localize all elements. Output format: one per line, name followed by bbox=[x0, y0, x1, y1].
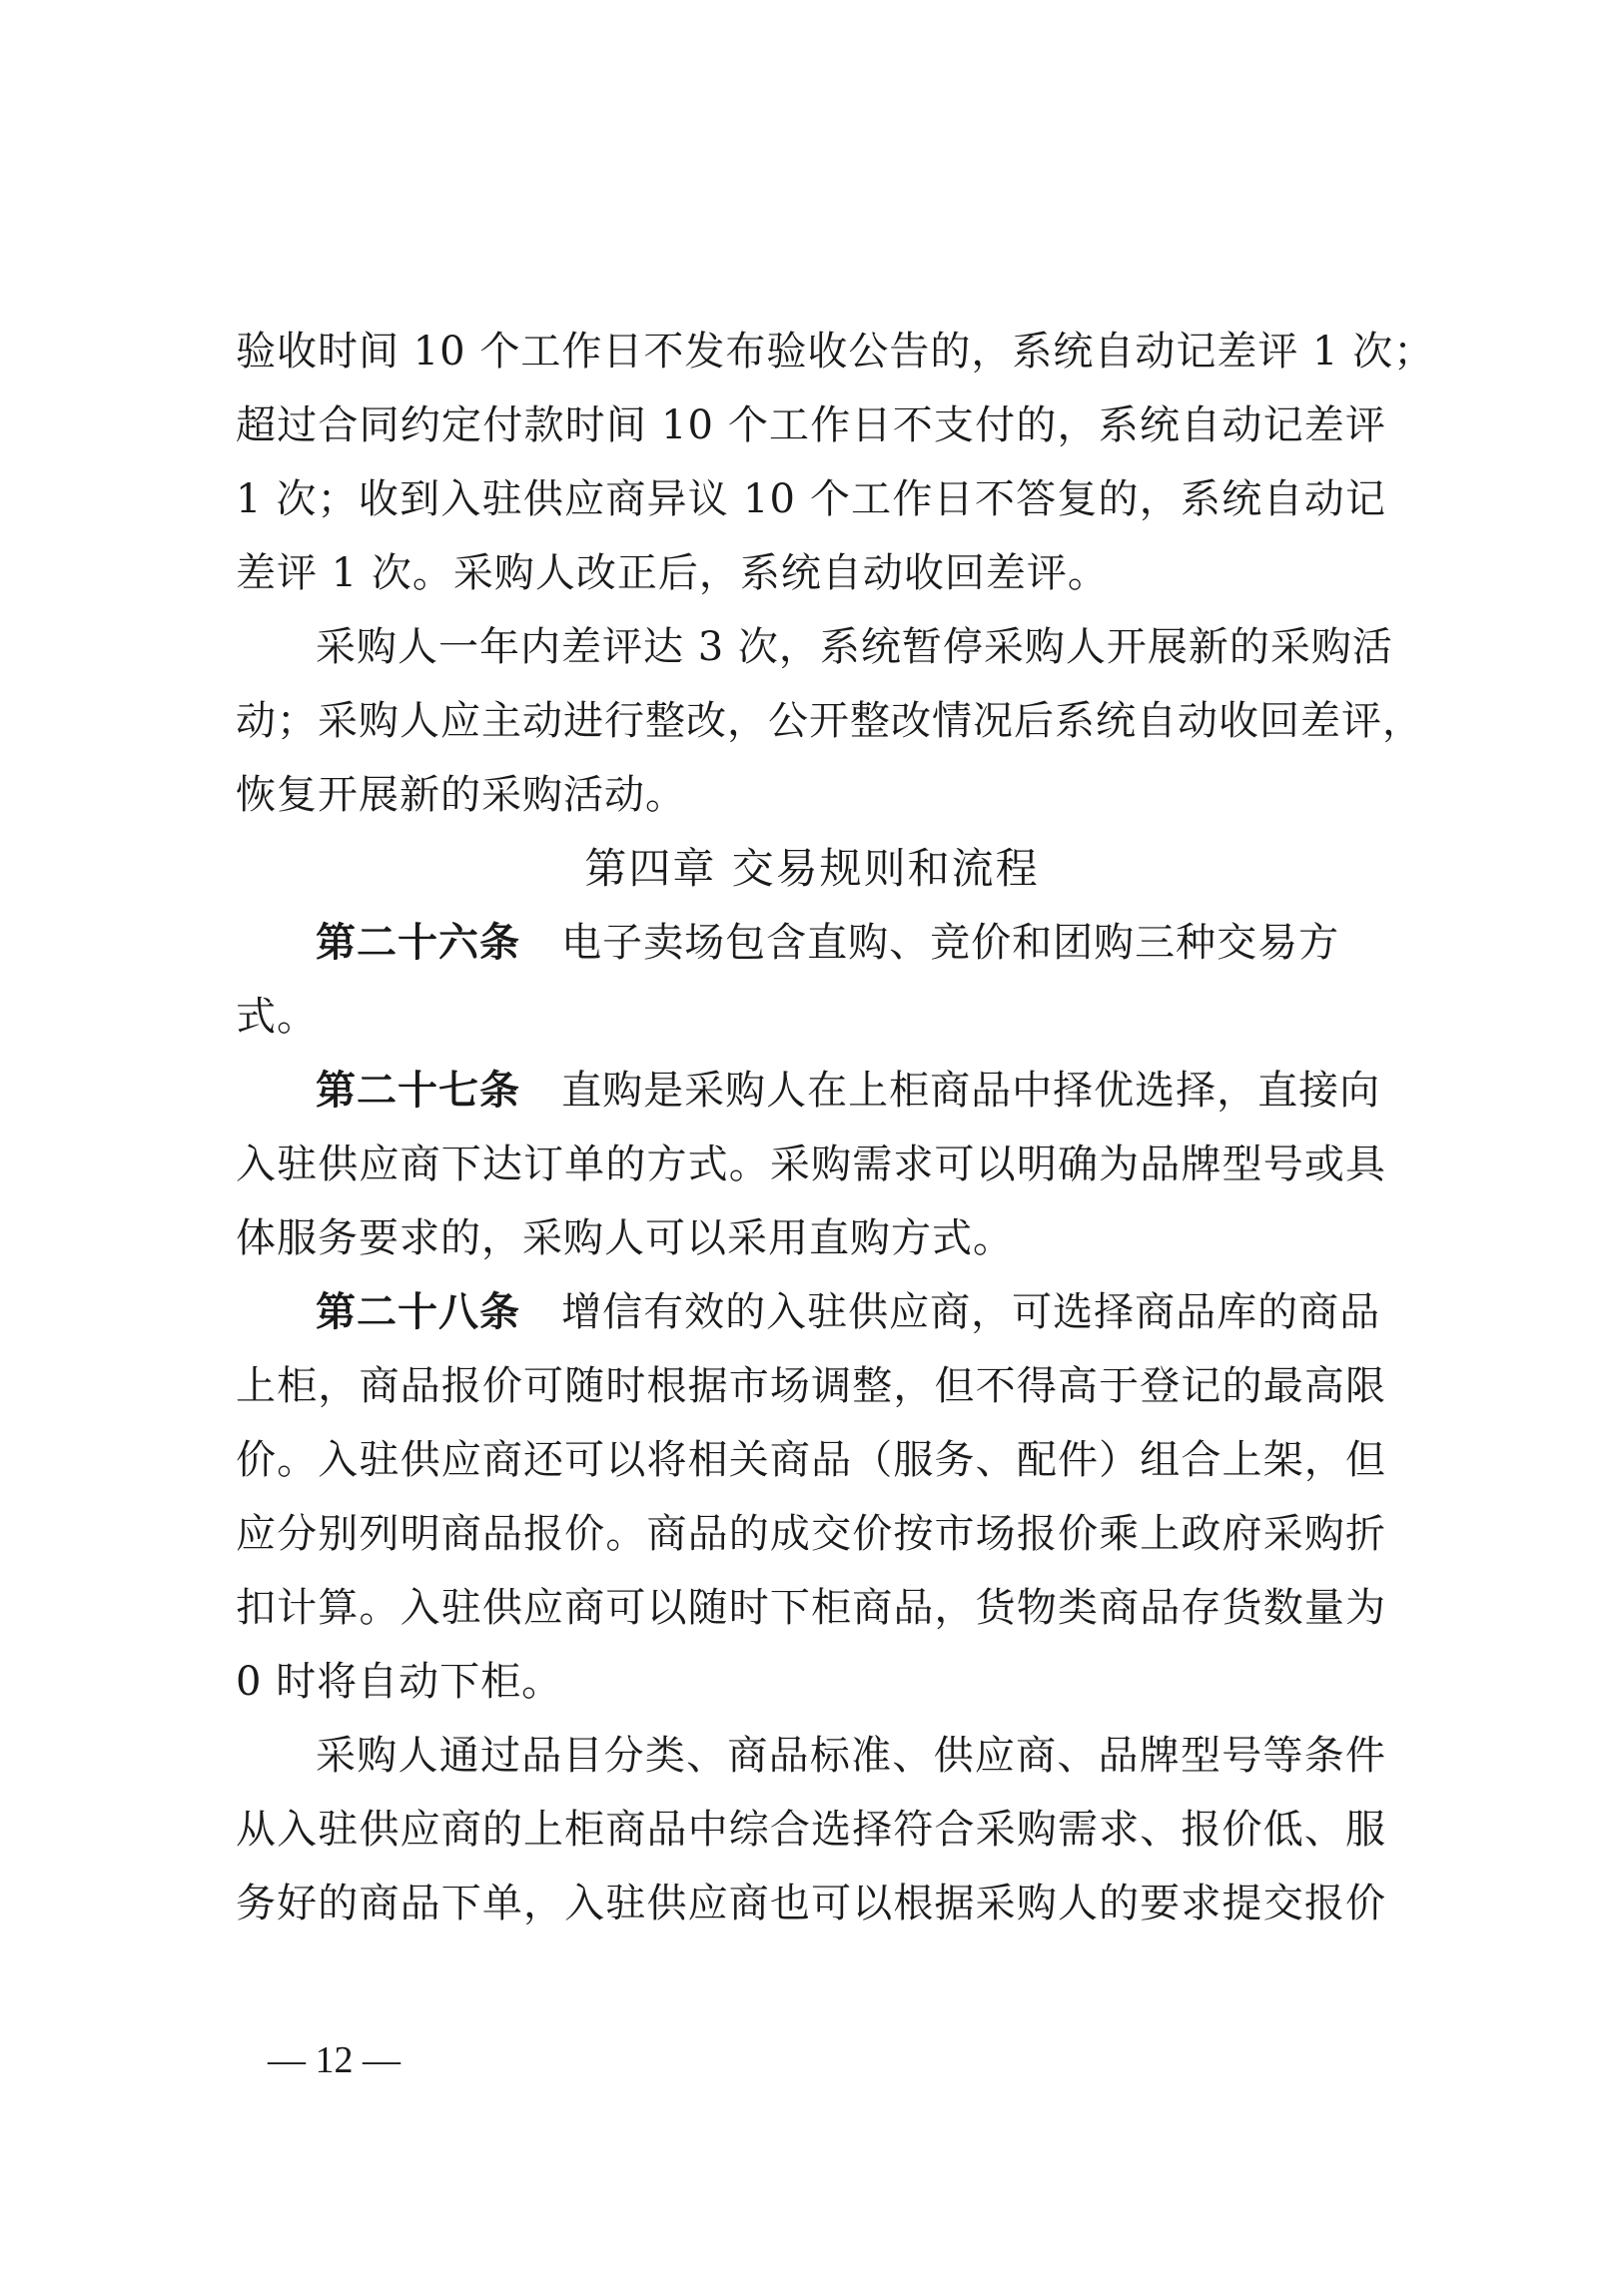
article-27-line-1 bbox=[316, 1067, 1380, 1115]
text-line-6: 动；采购人应主动进行整改，公开整改情况后系统自动收回差评， bbox=[236, 698, 1423, 744]
article-28-line-6: 0 时将自动下柜。 bbox=[236, 1659, 563, 1705]
article-28-line-3: 价。入驻供应商还可以将相关商品（服务、配件）组合上架，但 bbox=[236, 1437, 1386, 1483]
final-para-line-1: 采购人通过品目分类、商品标准、供应商、品牌型号等条件 bbox=[316, 1733, 1386, 1779]
article-27-line-2: 入驻供应商下达订单的方式。采购需求可以明确为品牌型号或具 bbox=[236, 1142, 1386, 1187]
article-28-label: 第二十八条 bbox=[316, 1288, 520, 1335]
article-27-text: 直购是采购人在上柜商品中择优选择，直接向 bbox=[561, 1068, 1381, 1114]
article-27-label: 第二十七条 bbox=[316, 1067, 520, 1114]
article-28-line-4: 应分别列明商品报价。商品的成交价按市场报价乘上政府采购折 bbox=[236, 1511, 1386, 1557]
final-para-line-3: 务好的商品下单，入驻供应商也可以根据采购人的要求提交报价 bbox=[236, 1881, 1386, 1926]
text-line-4: 差评 1 次。采购人改正后，系统自动收回差评。 bbox=[236, 550, 1109, 596]
article-26-label: 第二十六条 bbox=[316, 919, 520, 966]
text-line-2: 超过合同约定付款时间 10 个工作日不支付的，系统自动记差评 bbox=[236, 402, 1386, 448]
page-number: — 12 — bbox=[268, 2039, 401, 2081]
text-line-7: 恢复开展新的采购活动。 bbox=[236, 772, 686, 818]
article-28-line-2: 上柜，商品报价可随时根据市场调整，但不得高于登记的最高限 bbox=[236, 1363, 1386, 1409]
article-28-line-1 bbox=[316, 1288, 1380, 1336]
article-26-line-2: 式。 bbox=[236, 994, 318, 1040]
article-27-line-3: 体服务要求的，采购人可以采用直购方式。 bbox=[236, 1215, 1014, 1261]
final-para-line-2: 从入驻供应商的上柜商品中综合选择符合采购需求、报价低、服 bbox=[236, 1807, 1386, 1853]
article-26-text: 电子卖场包含直购、竞价和团购三种交易方 bbox=[561, 920, 1340, 966]
text-line-1: 验收时间 10 个工作日不发布验收公告的，系统自动记差评 1 次； bbox=[236, 329, 1435, 375]
article-26-line-1 bbox=[316, 919, 1386, 967]
text-line-5: 采购人一年内差评达 3 次，系统暂停采购人开展新的采购活 bbox=[316, 624, 1393, 670]
chapter-title: 第四章 交易规则和流程 bbox=[584, 844, 1040, 893]
article-28-line-5: 扣计算。入驻供应商可以随时下柜商品，货物类商品存货数量为 bbox=[236, 1585, 1386, 1631]
text-line-3: 1 次；收到入驻供应商异议 10 个工作日不答复的，系统自动记 bbox=[236, 476, 1386, 522]
article-28-text: 增信有效的入驻供应商，可选择商品库的商品 bbox=[561, 1289, 1381, 1335]
